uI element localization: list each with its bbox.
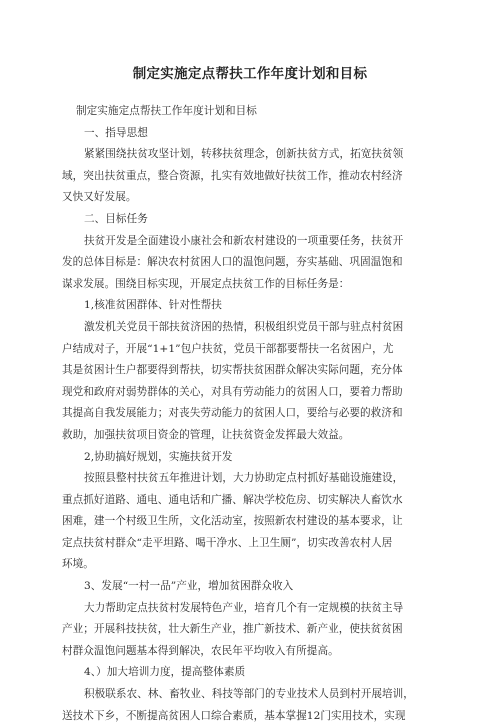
paragraph-line: 大力帮助定点扶贫村发展特色产业，培育几个有一定规模的扶贫主导 (84, 601, 404, 614)
paragraph-line: 其是贫困计生户都要得到帮扶，切实帮扶贫困群众解决实际问题，充分体 (62, 364, 403, 377)
section-heading: 一、指导思想 (84, 126, 148, 139)
paragraph-line: 户结成对子，开展“1+1”包户扶贫，党员干部都要帮扶一名贫困户，尤 (62, 342, 394, 355)
paragraph-line: 村群众温饱问题基本得到解决，农民年平均收入有所提高。 (62, 644, 339, 657)
paragraph-line: 其提高自我发展能力；对丧失劳动能力的贫困人口，要给与必要的救济和 (62, 407, 403, 420)
document-body (62, 101, 447, 727)
section-heading: 二、目标任务 (84, 212, 148, 225)
paragraph-line: 定点扶贫村群众“走平坦路、喝干净水、上卫生厕”，切实改善农村人居 (62, 536, 393, 549)
paragraph-line: 域，突出扶贫重点，整合资源，扎实有效地做好扶贫工作，推动农村经济 (62, 169, 403, 182)
paragraph-line: 困难，建一个村级卫生所，文化活动室，按照新农村建设的基本要求，让 (62, 515, 403, 528)
paragraph-line: 发的总体目标是：解决农村贫困人口的温饱问题，夯实基础、巩固温饱和 (62, 256, 403, 269)
paragraph-line: 重点抓好道路、通电、通电话和广播、解决学校危房、切实解决人畜饮水 (62, 493, 403, 506)
paragraph-line: 又快又好发展。 (62, 191, 137, 204)
paragraph-line: 扶贫开发是全面建设小康社会和新农村建设的一项重要任务，扶贫开 (84, 234, 404, 247)
paragraph-line: 紧紧围绕扶贫攻坚计划，转移扶贫理念，创新扶贫方式，拓宽扶贫领 (84, 148, 404, 161)
paragraph-line: 送技术下乡，不断提高贫困人口综合素质，基本掌握12门实用技术，实现 (62, 709, 406, 722)
paragraph-line: 环境。 (62, 558, 94, 571)
paragraph-line: 积极联系农、林、畜牧业、科技等部门的专业技术人员到村开展培训， (84, 688, 414, 701)
paragraph-line: 按照县整村扶贫五年推进计划，大力协助定点村抓好基础设施建设， (84, 472, 404, 485)
subsection-heading: 3、发展“一村一品”产业，增加贫困群众收入 (84, 580, 294, 593)
subsection-heading: 2,协助搞好规划，实施扶贫开发 (84, 450, 233, 463)
paragraph-line: 救助，加强扶贫项目资金的管理，让扶贫资金发挥最大效益。 (62, 428, 350, 441)
paragraph-line: 产业；开展科技扶贫，壮大新生产业，推广新技术、新产业，使扶贫贫困 (62, 623, 403, 636)
body-line-subtitle: 制定实施定点帮扶工作年度计划和目标 (76, 105, 257, 117)
paragraph-line: 激发机关党员干部扶贫济困的热情，积极组织党员干部与驻点村贫困 (84, 320, 404, 333)
paragraph-line: 现党和政府对弱势群体的关心，对具有劳动能力的贫困人口，要着力帮助 (62, 385, 403, 398)
subsection-heading: 1,核准贫困群体、针对性帮扶 (84, 299, 222, 312)
subsection-heading: 4、）加大培训力度，提高整体素质 (84, 666, 246, 679)
paragraph-line: 谋求发展。围绕目标实现，开展定点扶贫工作的目标任务是： (62, 277, 350, 290)
document-title: 制定实施定点帮扶工作年度计划和目标 (132, 66, 368, 82)
